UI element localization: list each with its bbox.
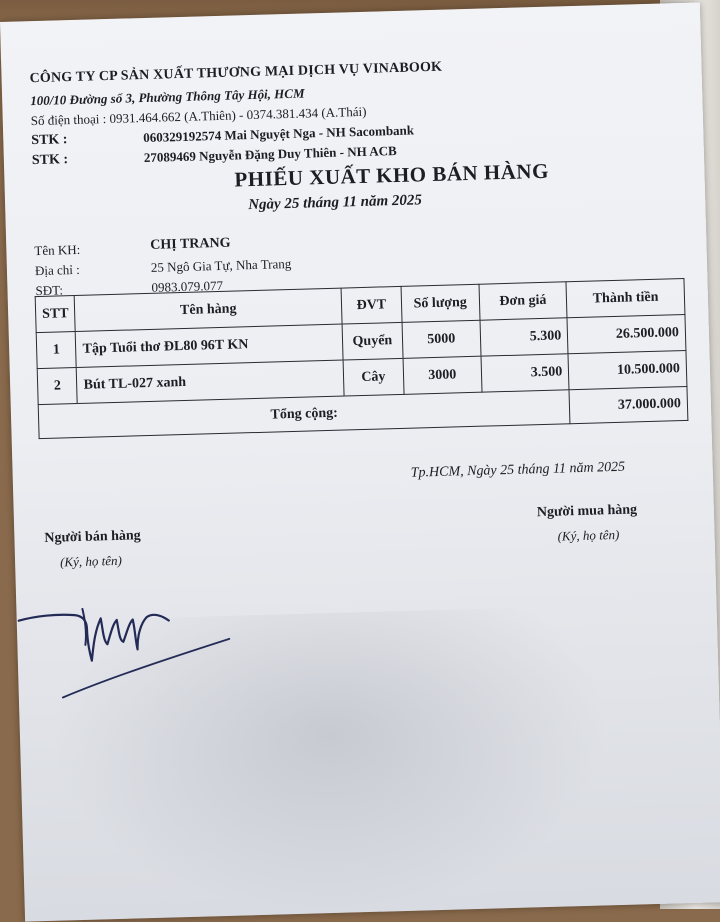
company-address: 100/10 Đường số 3, Phường Thông Tây Hội, HCM xyxy=(29,85,305,109)
item-unit: Quyển xyxy=(342,322,403,360)
customer-address: 25 Ngô Gia Tự, Nha Trang xyxy=(150,255,292,275)
item-unit-price: 3.500 xyxy=(481,354,570,392)
item-name: Tập Tuổi thơ ĐL80 96T KN xyxy=(76,324,343,367)
column-header: Số lượng xyxy=(401,284,480,322)
document-date: Ngày 25 tháng 11 năm 2025 xyxy=(247,192,423,214)
item-amount: 10.500.000 xyxy=(568,350,687,389)
place-date: Tp.HCM, Ngày 25 tháng 11 năm 2025 xyxy=(410,459,626,481)
column-header: STT xyxy=(35,296,75,333)
company-phone: Số điện thoại : 0931.464.662 (A.Thiên) - 0374.381.434 (A.Thái) xyxy=(30,103,367,129)
buyer-label: Người mua hàng xyxy=(536,502,638,521)
customer-name-label: Tên KH: xyxy=(34,241,81,259)
column-header: Tên hàng xyxy=(75,288,342,331)
item-unit-price: 5.300 xyxy=(480,318,569,356)
account-label: STK : xyxy=(31,152,69,169)
seller-label: Người bán hàng xyxy=(44,528,141,546)
item-unit: Cây xyxy=(343,358,404,396)
items-table xyxy=(35,278,689,439)
buyer-note: (Ký, họ tên) xyxy=(557,526,620,544)
column-header: Thành tiền xyxy=(566,279,685,318)
document-title: PHIẾU XUẤT KHO BÁN HÀNG xyxy=(234,158,550,192)
item-quantity: 5000 xyxy=(402,320,481,358)
seller-note: (Ký, họ tên) xyxy=(59,552,123,570)
seller-signature xyxy=(15,570,249,706)
row-index: 2 xyxy=(37,367,77,404)
item-amount: 26.500.000 xyxy=(567,314,686,353)
customer-phone-label: SĐT: xyxy=(35,282,64,299)
customer-name: CHỊ TRANG xyxy=(150,235,231,253)
customer-address-label: Địa chỉ : xyxy=(34,261,80,279)
total-label: Tổng cộng: xyxy=(38,390,570,439)
column-header: ĐVT xyxy=(341,286,402,324)
customer-phone: 0983.079.077 xyxy=(151,277,224,295)
invoice-paper xyxy=(0,2,720,921)
account-value: 27089469 Nguyễn Đặng Duy Thiên - NH ACB xyxy=(143,142,397,166)
item-quantity: 3000 xyxy=(403,356,482,394)
total-value: 37.000.000 xyxy=(569,386,688,423)
column-header: Đơn giá xyxy=(479,282,568,320)
row-index: 1 xyxy=(36,332,76,369)
company-name: CÔNG TY CP SẢN XUẤT THƯƠNG MẠI DỊCH VỤ VINABOOK xyxy=(29,59,443,87)
item-name: Bút TL-027 xanh xyxy=(77,360,344,403)
account-label: STK : xyxy=(31,132,68,149)
account-value: 060329192574 Mai Nguyệt Nga - NH Sacombank xyxy=(143,122,415,146)
